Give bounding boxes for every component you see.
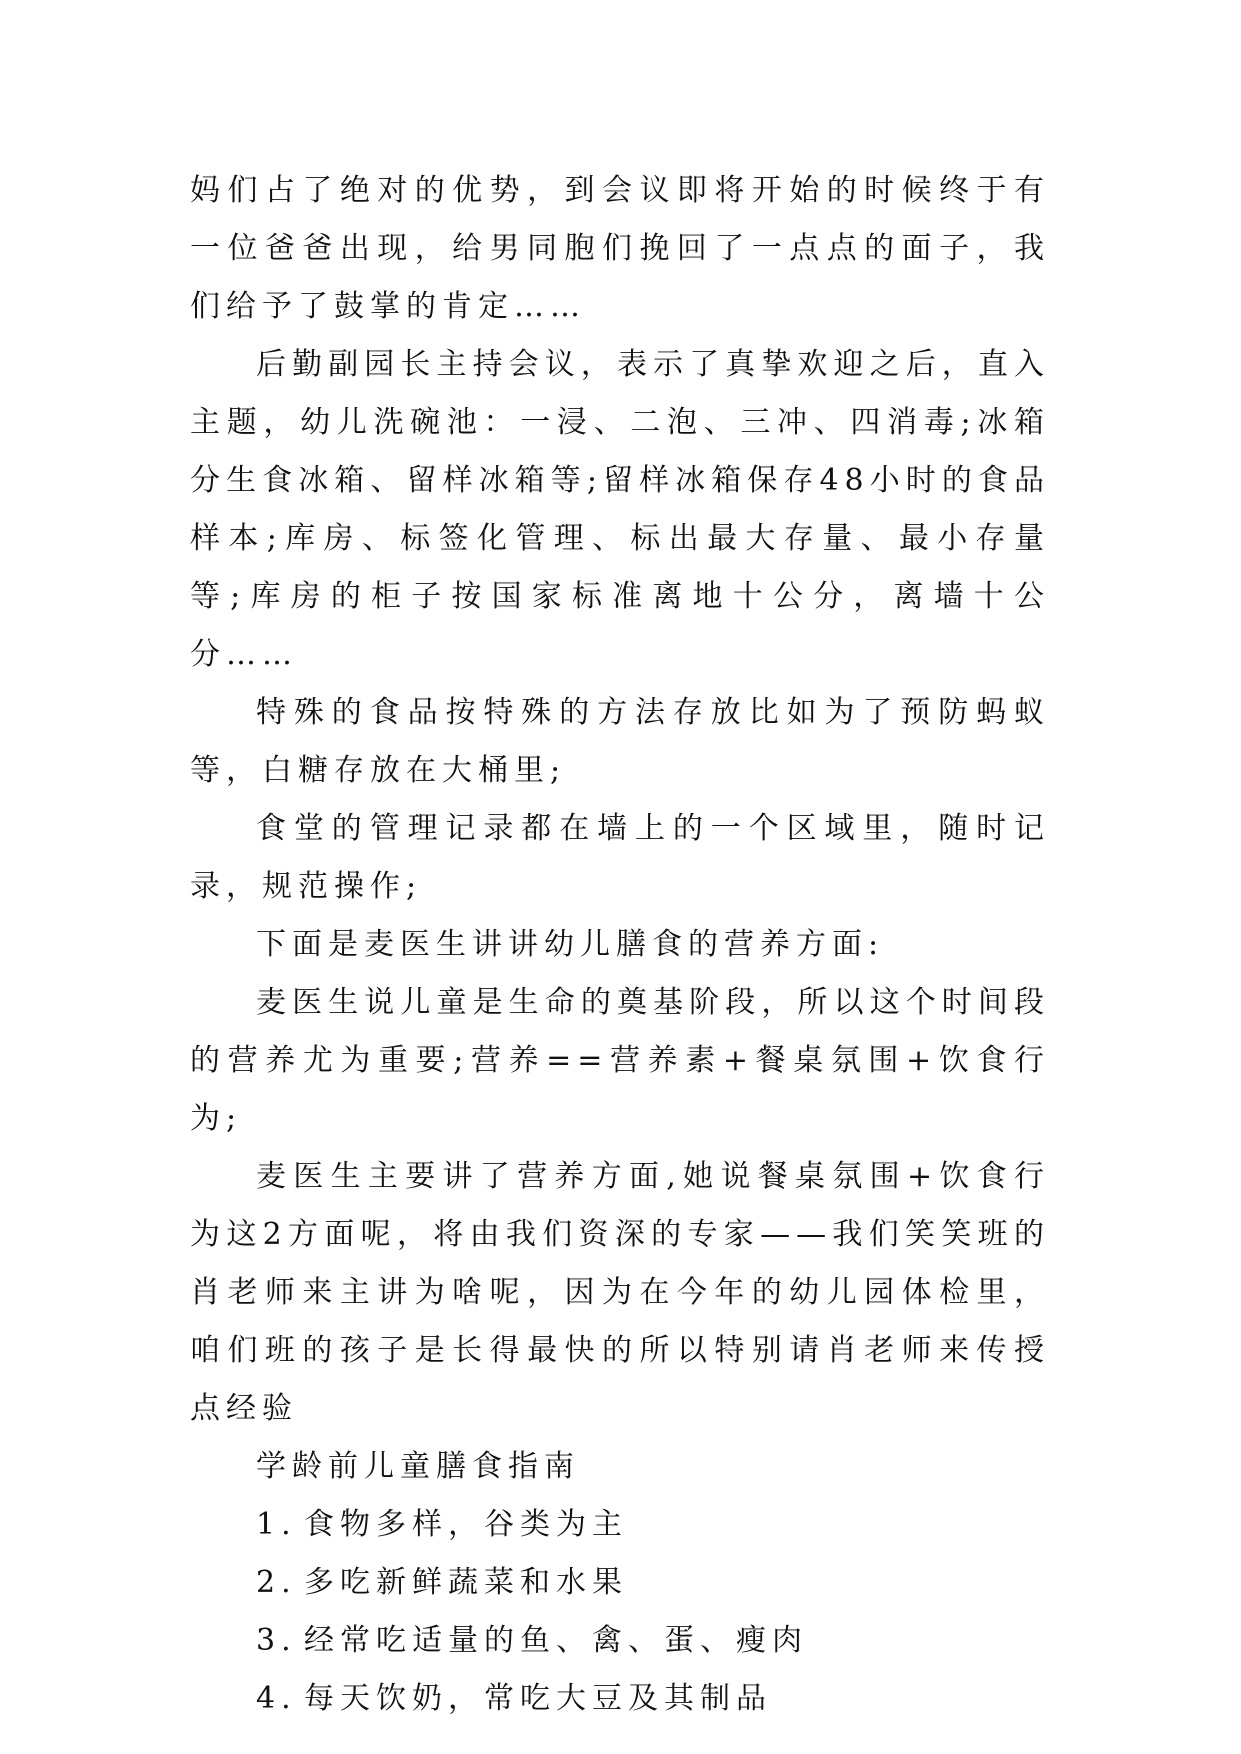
paragraph: 下面是麦医生讲讲幼儿膳食的营养方面: [256, 927, 885, 962]
paragraph: 妈们占了绝对的优势，到会议即将开始的时候终于有一位爸爸出现，给男同胞们挽回了一点点的面子，我们给予了鼓掌的肯定…… [190, 173, 1050, 324]
list-text: 食物多样，谷类为主 [304, 1507, 628, 1542]
list-number: 1. [256, 1507, 297, 1542]
list-item [190, 1496, 1050, 1554]
list-item [190, 1612, 1050, 1670]
list-number: 3. [256, 1623, 297, 1658]
paragraph: 后勤副园长主持会议，表示了真挚欢迎之后，直入主题，幼儿洗碗池：一浸、二泡、三冲、四消毒;冰箱分生食冰箱、留样冰箱等;留样冰箱保存48小时的食品样本;库房、标签化管理、标出最大存量、最小存量等;库房的柜子按国家标准离地十公分，离墙十公分…… [190, 347, 1050, 672]
paragraph: 食堂的管理记录都在墙上的一个区域里，随时记录，规范操作; [190, 811, 1050, 904]
list-number: 2. [256, 1565, 297, 1600]
list-number: 4. [256, 1681, 297, 1716]
guideline-list [190, 1496, 1050, 1728]
list-text: 多吃新鲜蔬菜和水果 [304, 1565, 628, 1600]
document-page [190, 162, 1050, 1728]
list-item [190, 1554, 1050, 1612]
section-heading: 学龄前儿童膳食指南 [256, 1449, 580, 1484]
paragraph: 麦医生说儿童是生命的奠基阶段，所以这个时间段的营养尤为重要;营养==营养素+餐桌氛围+饮食行为; [190, 985, 1050, 1136]
paragraph: 特殊的食品按特殊的方法存放比如为了预防蚂蚁等，白糖存放在大桶里; [190, 695, 1050, 788]
list-item [190, 1670, 1050, 1728]
list-text: 经常吃适量的鱼、禽、蛋、瘦肉 [304, 1623, 808, 1658]
list-text: 每天饮奶，常吃大豆及其制品 [304, 1681, 772, 1716]
paragraph: 麦医生主要讲了营养方面,她说餐桌氛围+饮食行为这2方面呢，将由我们资深的专家——我们笑笑班的肖老师来主讲为啥呢，因为在今年的幼儿园体检里，咱们班的孩子是长得最快的所以特别请肖老师来传授点经验 [190, 1159, 1050, 1426]
